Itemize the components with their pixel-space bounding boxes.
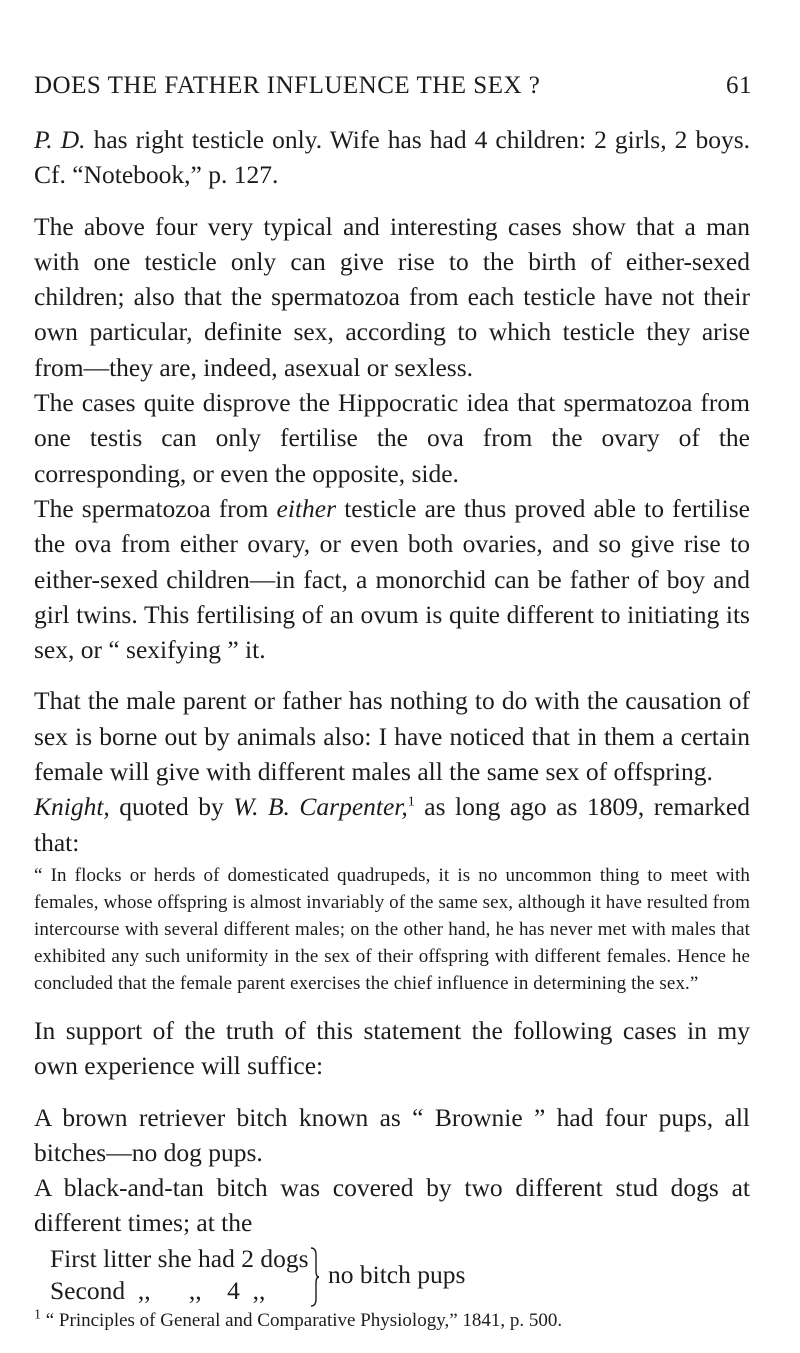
running-title: DOES THE FATHER INFLUENCE THE SEX ? — [34, 72, 541, 99]
litter-list — [34, 1241, 750, 1313]
footnote-marker: 1 — [34, 1307, 41, 1323]
block-quote: “ In flocks or herds of domesticated quadrupeds, it is no uncommon thing to meet with females, whose offspring is almost invariably of the same sex, although it have resulted from intercourse with several different males; on the other hand, he has never met with males that exhibited any such uniformity in the sex of their offspring with different females. Hence he concluded that the female parent exercises the chief influence in determining the sex.” — [34, 864, 751, 994]
author-carpenter: W. B. Carpenter, — [233, 792, 408, 822]
case-text: has right testicle only. Wife has had 4 children: 2 girls, 2 boys. Cf. “Notebook,” p. 127. — [34, 125, 750, 190]
paragraph-four-cases: The above four very typical and interesting cases show that a man with one testicle only can give rise to the birth of either-sexed children; also that the spermatozoa from each testicle have not their own particular, definite sex, according to which testicle they arise from—they are, indeed, asexual or sexless. — [34, 211, 750, 382]
paragraph-knight — [34, 789, 750, 860]
footnote-reference: 1 — [407, 794, 415, 810]
paragraph-case-pd — [34, 122, 750, 193]
paragraph-hippocratic: The cases quite disprove the Hippocratic idea that spermatozoa from one testis can only fertilise the ova from the ovary of the corresponding, or even the opposite, side. — [34, 388, 750, 488]
paragraph-either-testicle — [34, 491, 750, 667]
case-name: P. D. — [34, 125, 86, 154]
footnote — [34, 1308, 750, 1334]
paragraph-black-and-tan: A black-and-tan bitch was covered by two different stud dogs at different times; at the — [34, 1173, 750, 1238]
emphasis-either: either — [276, 493, 337, 523]
text-span: quoted by — [109, 792, 234, 822]
page-body — [34, 122, 750, 1313]
text-span: testicle are thus proved able to fertilise the ova from either ovary, or even both ovaries, and so give rise to either-sexed children—in fact, a monorchid can be father of boy and girl twins. This fertilising of an ovum is quite different to initiating its sex, or “ sexifying ” it. — [34, 493, 750, 665]
brace-icon — [310, 1247, 320, 1307]
litter-first: First litter she had 2 dogs — [50, 1243, 309, 1273]
litter-second: Second ,, ,, 4 ,, — [50, 1275, 266, 1305]
paragraph-brownie: A brown retriever bitch known as “ Brownie ” had four pups, all bitches—no dog pups. — [34, 1102, 750, 1167]
paragraph-support: In support of the truth of this statement the following cases in my own experience will suffice: — [34, 1015, 750, 1081]
page-number: 61 — [726, 72, 752, 99]
paragraph-animals: That the male parent or father has nothing to do with the causation of sex is borne out by animals also: I have noticed that in them a certain female will give with different males all the same sex of offspring. — [34, 686, 750, 787]
running-header — [34, 72, 752, 108]
litter-result: no bitch pups — [328, 1259, 466, 1289]
author-knight: Knight, — [34, 792, 110, 822]
footnote-text: “ Principles of General and Comparative Physiology,” 1841, p. 500. — [41, 1310, 563, 1331]
text-span: The spermatozoa from — [34, 493, 277, 523]
text-span: as long ago as 1809, remarked that: — [34, 792, 750, 857]
